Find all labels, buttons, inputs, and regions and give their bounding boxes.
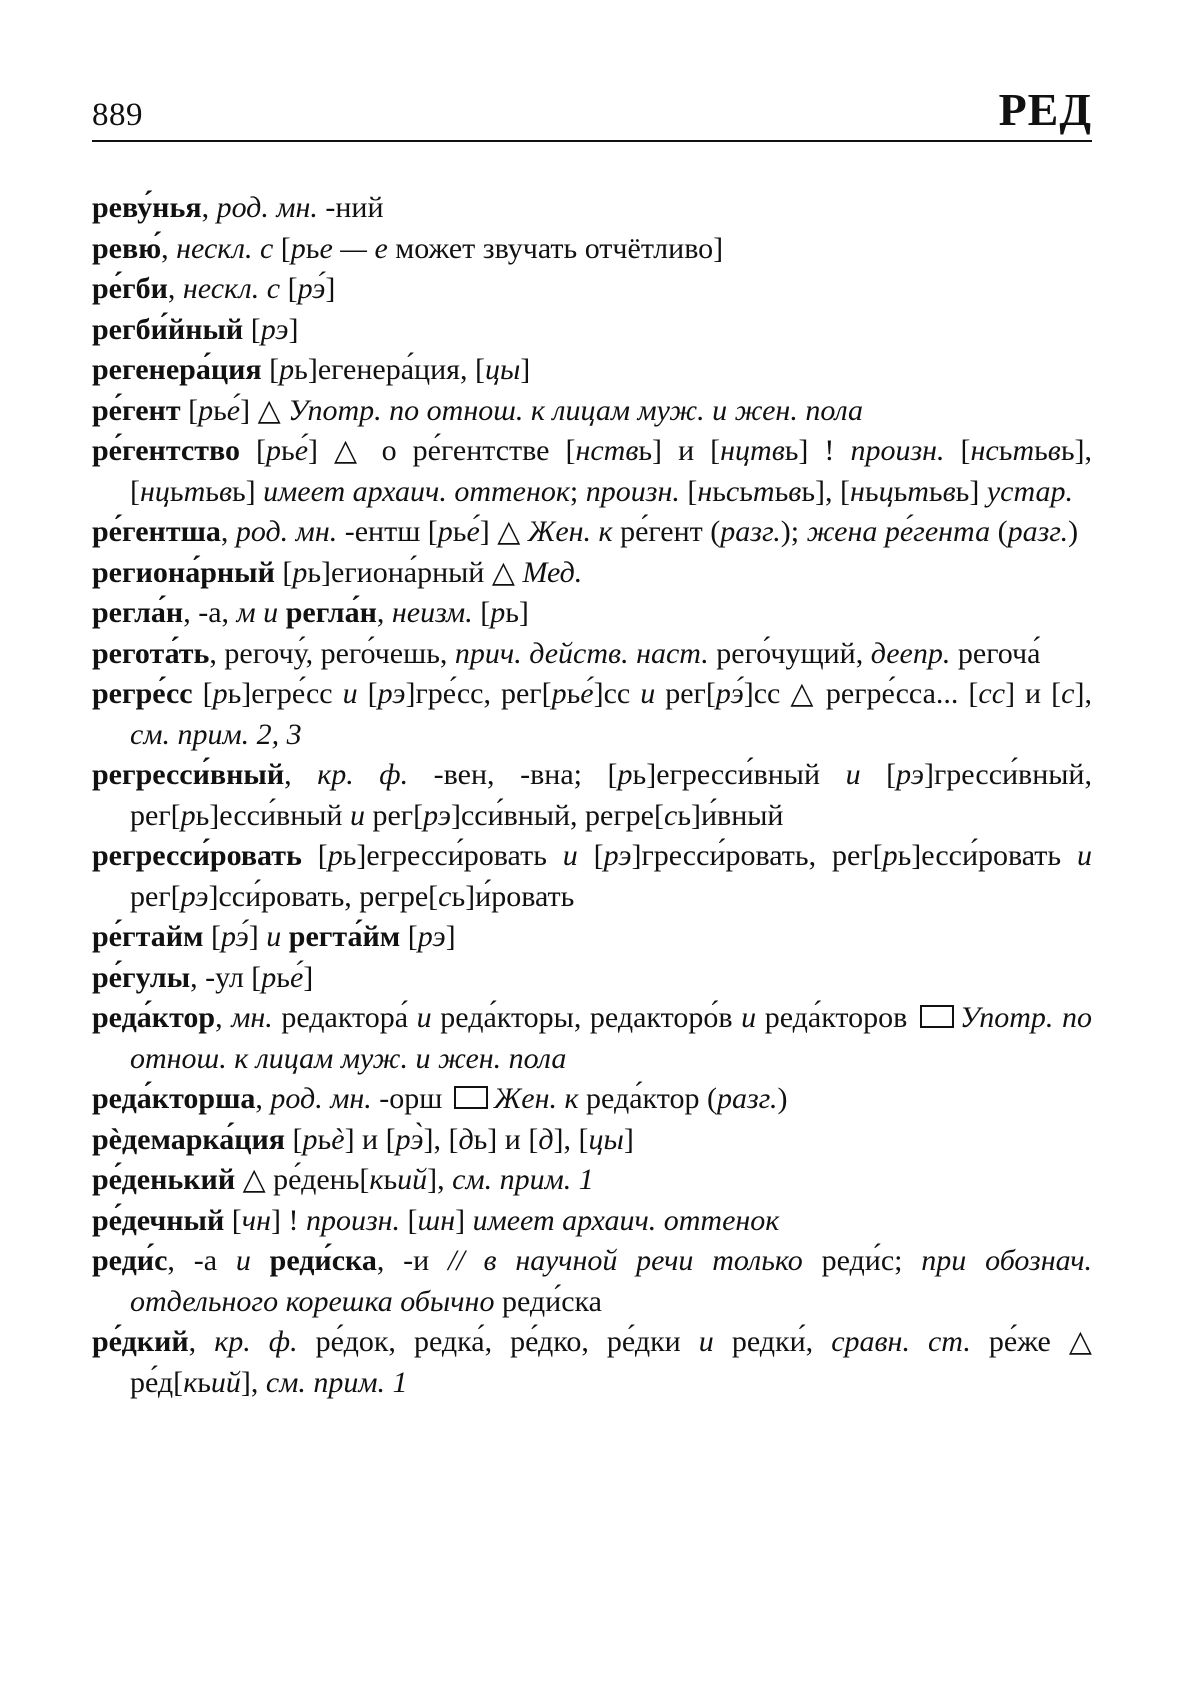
dictionary-entry <box>92 553 1092 594</box>
entry-headword: регби́йный <box>92 312 244 346</box>
entry-italic-text: в <box>1047 434 1061 467</box>
entry-italic-text: неизм. <box>391 596 473 629</box>
entry-text: ь] <box>505 596 529 629</box>
entry-italic-text: н <box>697 474 713 508</box>
dictionary-entry <box>92 836 1092 917</box>
entry-italic-text: р <box>882 839 898 872</box>
entry-italic-text: р <box>617 758 633 791</box>
entry-italic-text: жена ре́гента <box>799 515 991 548</box>
entry-text: -орш <box>371 1082 450 1115</box>
dictionary-entry <box>92 512 1092 553</box>
entry-text: ]сс △ регре́сса... [ <box>743 677 979 710</box>
entry-text: , <box>255 1082 271 1115</box>
entry-italic-text: сс <box>978 677 1006 710</box>
entry-text: [ <box>274 555 293 589</box>
entry-text: [ <box>280 272 298 305</box>
entry-italic-text: р <box>290 231 306 265</box>
entry-italic-text: и <box>235 1244 251 1277</box>
entry-italic-text: // в научной речи только <box>448 1244 803 1277</box>
entry-italic-text: к <box>183 1365 198 1399</box>
entry-italic-text: с <box>1061 677 1075 710</box>
entry-italic-text: Жен. к <box>493 1082 579 1115</box>
entry-text: ] △ о ре́гентстве [ <box>308 434 576 467</box>
entry-italic-text: мн. <box>231 1001 273 1034</box>
entry-text: ]сси́ровать, регре[ <box>208 879 439 913</box>
entry-italic-text: е́ <box>294 434 309 467</box>
entry-text: [ <box>577 839 604 872</box>
entry-text: ь]есси́вный <box>195 798 350 832</box>
entry-italic-text: ѐ <box>331 1122 345 1156</box>
dictionary-entry <box>92 958 1092 999</box>
entry-text: , -а, <box>183 596 237 629</box>
square-symbol-icon <box>920 1005 954 1028</box>
entry-headword: ре́гби <box>92 272 168 305</box>
entry-italic-text: кр. ф. <box>214 1325 298 1358</box>
entry-italic-text: произн. <box>850 434 945 467</box>
entry-italic-text: нцтв <box>720 434 785 467</box>
entry-text: реди́ска <box>494 1284 602 1318</box>
entry-text: , -ул [ <box>190 960 262 994</box>
entry-italic-text: устар. <box>986 474 1073 508</box>
entry-italic-text: в <box>942 474 956 508</box>
entry-italic-text: м и <box>236 596 279 629</box>
entry-italic-text: рэ <box>896 758 925 791</box>
entry-italic-text: деепр. <box>870 636 951 670</box>
entry-italic-text: с <box>725 474 740 508</box>
entry-text: ь <box>893 474 908 508</box>
entry-italic-text: е́ <box>226 393 241 427</box>
entry-italic-text: рэ <box>377 677 406 710</box>
entry-text: ] <box>288 312 299 346</box>
dictionary-entry <box>92 391 1092 432</box>
entry-text: , <box>161 231 177 265</box>
entry-italic-text: т <box>183 474 206 508</box>
entry-italic-text: чн <box>241 1203 271 1237</box>
entry-italic-text: сравн. ст. <box>831 1325 971 1358</box>
entry-italic-text: с <box>664 798 678 832</box>
entry-italic-text: р <box>212 677 228 710</box>
entry-text: ь <box>169 474 184 508</box>
entry-text: ь <box>383 1163 398 1196</box>
entry-text: , <box>167 272 183 305</box>
entry-text: △ ре́день[ <box>235 1163 370 1196</box>
dictionary-entries <box>92 188 1092 1403</box>
entry-text: ь]егресси́вный <box>632 758 846 791</box>
entry-text: ь], [ <box>130 434 1092 508</box>
entry-italic-text: р <box>180 798 196 832</box>
entry-italic-text: кр. ф. <box>317 758 409 791</box>
entry-headword: реда́ктор <box>92 1001 216 1034</box>
entry-italic-text: и <box>416 1001 432 1034</box>
entry-text: ь]и́вный <box>677 798 784 832</box>
entry-text: [ <box>357 677 378 710</box>
dictionary-entry <box>92 1322 1092 1403</box>
entry-text: ], <box>427 1163 453 1196</box>
entry-italic-text: е́ <box>466 515 480 548</box>
entry-text: [ <box>239 434 266 467</box>
entry-italic-text: шн <box>417 1203 456 1237</box>
entry-italic-text: в <box>218 474 232 508</box>
running-head: РЕД <box>998 84 1092 135</box>
entry-text: ) <box>1068 515 1079 548</box>
entry-italic-text: к <box>369 1163 384 1196</box>
entry-text: реда́кторов <box>756 1001 916 1034</box>
entry-headword: ре́гентство <box>92 434 240 467</box>
entry-text: ); <box>780 515 800 548</box>
header-rule <box>92 140 1092 142</box>
entry-text: [ <box>224 1203 242 1237</box>
entry-text: ь <box>566 677 581 710</box>
entry-headword: региона́рный <box>92 555 275 589</box>
square-symbol-icon <box>454 1086 488 1109</box>
entry-text: рег[ <box>364 798 424 832</box>
entry-text: рего́чущий, <box>708 636 871 670</box>
entry-italic-text: р <box>490 596 506 629</box>
dictionary-entry <box>92 1160 1092 1201</box>
entry-italic-text: род. мн. <box>216 191 318 224</box>
entry-text: ] △ <box>240 393 289 427</box>
entry-text: ь <box>712 474 726 508</box>
entry-variant-headword: регла́н <box>278 596 377 629</box>
entry-italic-text: и <box>1076 839 1092 872</box>
entry-headword: регла́н <box>92 596 184 629</box>
entry-italic-text: р <box>261 960 277 994</box>
entry-text: ) <box>777 1082 788 1115</box>
entry-text: ь <box>317 1122 332 1156</box>
entry-italic-text: и <box>741 1001 757 1034</box>
entry-text: ь <box>197 1365 211 1399</box>
entry-italic-text: разг. <box>1007 515 1069 548</box>
entry-text: ь]егенера́ция, [ <box>294 353 485 386</box>
entry-italic-text: р <box>198 393 214 427</box>
entry-italic-text: и <box>698 1325 714 1358</box>
entry-italic-text: е — е <box>319 231 388 265</box>
entry-italic-text: нескл. с <box>176 231 274 265</box>
entry-italic-text: Употр. по отнош. к лицам муж. и жен. пола <box>130 1001 1093 1075</box>
dictionary-entry <box>92 634 1092 675</box>
entry-text: ], <box>1074 677 1092 710</box>
entry-text: ь]есси́ровать <box>897 839 1077 872</box>
entry-headword: ре́дечный <box>92 1203 225 1237</box>
entry-italic-text: разг. <box>720 515 781 548</box>
entry-italic-text: е́ <box>289 960 304 994</box>
entry-text: ре́гент ( <box>612 515 721 548</box>
entry-text: [ <box>180 393 199 427</box>
entry-text: [ <box>273 231 291 265</box>
entry-text: ], <box>240 1365 266 1399</box>
entry-headword: ре́дкий <box>92 1325 189 1358</box>
entry-text: ре́же △ ре́д[ <box>130 1325 1092 1399</box>
entry-headword: ревю́ <box>92 231 162 265</box>
entry-text: , -и <box>376 1244 449 1277</box>
entry-italic-text: р <box>279 353 295 386</box>
entry-text: , <box>220 515 236 548</box>
entry-text: , <box>284 758 318 791</box>
entry-text: рег[ <box>655 677 716 710</box>
entry-text: ] <box>325 272 336 305</box>
dictionary-entry <box>92 593 1092 634</box>
entry-text: ь <box>774 474 789 508</box>
entry-italic-text: и <box>640 677 656 710</box>
entry-text: реди́с; <box>802 1244 922 1277</box>
entry-text: ь <box>1034 434 1048 467</box>
entry-italic-text: см. прим. 2, 3 <box>130 717 302 751</box>
entry-italic-text: рэ <box>603 839 632 872</box>
entry-italic-text: в <box>788 474 802 508</box>
entry-italic-text: рэ <box>423 798 451 832</box>
entry-italic-text: и <box>845 758 861 791</box>
entry-text: ь], [ <box>801 474 850 508</box>
entry-italic-text: рэ́ <box>220 920 249 953</box>
entry-italic-text: нескл. с <box>182 272 281 305</box>
entry-text: ь <box>998 434 1013 467</box>
entry-text: ] △ <box>479 515 528 548</box>
dictionary-entry <box>92 1120 1092 1161</box>
entry-italic-text: ий <box>397 1163 428 1196</box>
entry-text: ]сси́вный, регре[ <box>450 798 664 832</box>
entry-italic-text: т <box>907 474 929 508</box>
dictionary-entry <box>92 431 1092 512</box>
entry-italic-text: рэ <box>260 312 289 346</box>
entry-headword: ре́денький <box>92 1163 236 1196</box>
entry-text: ] <box>520 353 531 386</box>
entry-text: ь <box>864 474 879 508</box>
entry-italic-text: цы <box>588 1122 624 1156</box>
entry-text: ре́док, редка́, ре́дко, ре́дки <box>297 1325 699 1358</box>
entry-italic-text: р <box>292 555 308 589</box>
dictionary-entry <box>92 310 1092 351</box>
entry-italic-text: р <box>437 515 453 548</box>
entry-italic-text: рэ́ <box>715 677 744 710</box>
entry-italic-text: е́ <box>580 677 594 710</box>
entry-headword: регресси́вный <box>92 758 285 791</box>
entry-italic-text: р <box>302 1122 318 1156</box>
entry-italic-text: т <box>752 474 775 508</box>
entry-text: ( <box>990 515 1008 548</box>
entry-italic-text: Мед. <box>522 555 583 589</box>
entry-italic-text: Употр. по отнош. к лицам муж. и жен. пола <box>288 393 864 427</box>
entry-text: [ <box>472 596 491 629</box>
entry-text: ]гресси́ровать, рег[ <box>631 839 883 872</box>
entry-text: ь <box>739 474 753 508</box>
entry-text: , регочу́, рего́чешь, <box>209 636 455 670</box>
entry-text: ь <box>213 393 227 427</box>
entry-text: ь]егре́сс <box>227 677 343 710</box>
entry-italic-text: р <box>551 677 567 710</box>
entry-text: ь <box>281 434 295 467</box>
entry-text: ] <box>455 1203 473 1237</box>
entry-italic-text: имеет архаич. оттенок <box>263 474 570 508</box>
entry-variant-headword: регта́йм <box>281 920 401 953</box>
entry-italic-text: н <box>849 474 865 508</box>
entry-italic-text: р <box>266 434 281 467</box>
dictionary-entry <box>92 755 1092 836</box>
entry-text: [ <box>261 353 280 386</box>
entry-text: [ <box>285 1122 303 1156</box>
entry-text: ь] <box>231 474 264 508</box>
dictionary-entry <box>92 1079 1092 1120</box>
dictionary-entry <box>92 674 1092 755</box>
entry-text: ]гресси́вный, рег[ <box>130 758 1092 832</box>
entry-italic-text: и <box>349 798 365 832</box>
entry-text: [ <box>301 839 328 872</box>
entry-italic-text: т <box>1012 434 1035 467</box>
dictionary-entry <box>92 350 1092 391</box>
entry-italic-text: ц <box>878 474 894 508</box>
entry-italic-text: произн. <box>305 1203 401 1237</box>
entry-italic-text: и <box>342 677 358 710</box>
entry-text: , <box>215 1001 232 1034</box>
entry-italic-text: произн. <box>585 474 680 508</box>
dictionary-entry <box>92 998 1092 1079</box>
entry-text: ь]и́ровать <box>451 879 575 913</box>
entry-italic-text: нс <box>970 434 999 467</box>
dictionary-entry <box>92 917 1092 958</box>
entry-italic-text: ий <box>210 1365 241 1399</box>
entry-italic-text: см. прим. 1 <box>452 1163 594 1196</box>
entry-text: редактора́ <box>272 1001 417 1034</box>
entry-text: -ентш [ <box>337 515 438 548</box>
entry-text: ] <box>303 960 314 994</box>
entry-italic-text: прич. действ. наст. <box>454 636 709 670</box>
entry-text: [ <box>400 1203 418 1237</box>
entry-variant-headword: реди́ска <box>250 1244 377 1277</box>
entry-italic-text: рэ̀ <box>395 1122 424 1156</box>
entry-italic-text: разг. <box>716 1082 778 1115</box>
entry-headword: ре́гент <box>92 393 181 427</box>
entry-headword: регре́сс <box>92 677 193 710</box>
entry-italic-text: д <box>458 1122 474 1156</box>
entry-text: ]гре́сс, рег[ <box>405 677 552 710</box>
entry-italic-text: и <box>562 839 578 872</box>
entry-text: [ <box>860 758 897 791</box>
entry-italic-text: род. мн. <box>235 515 338 548</box>
entry-headword: регенера́ция <box>92 353 262 386</box>
entry-text: ь <box>928 474 943 508</box>
entry-italic-text: р <box>327 839 343 872</box>
entry-text: ь <box>452 515 467 548</box>
entry-text: ] и [ <box>344 1122 396 1156</box>
entry-headword: регресси́ровать <box>92 839 302 872</box>
entry-text: , -а <box>167 1244 236 1277</box>
entry-headword: ре́гентша <box>92 515 221 548</box>
entry-text: реда́кторы, редакторо́в <box>431 1001 742 1034</box>
entry-italic-text: нств <box>575 434 639 467</box>
entry-text: ь]егресси́ровать <box>342 839 563 872</box>
entry-headword: реда́кторша <box>92 1082 256 1115</box>
entry-text: , <box>376 596 392 629</box>
entry-text: ] <box>623 1122 634 1156</box>
entry-text: может звучать отчётливо] <box>387 231 724 265</box>
entry-text: [ <box>243 312 261 346</box>
entry-text: ; <box>569 474 586 508</box>
entry-text: [ <box>679 474 698 508</box>
entry-text: ], [ <box>553 1122 589 1156</box>
entry-italic-text: с <box>438 879 452 913</box>
entry-text: , <box>188 1325 215 1358</box>
entry-text: [ <box>192 677 213 710</box>
entry-text: регоча́ <box>950 636 1041 670</box>
entry-text: ь <box>305 231 320 265</box>
entry-italic-text: нц <box>140 474 170 508</box>
entry-text: ь] <box>955 474 987 508</box>
entry-headword: рѐдемарка́ция <box>92 1122 286 1156</box>
entry-italic-text: род. мн. <box>270 1082 372 1115</box>
entry-text: -ний <box>317 191 384 224</box>
entry-text: [ <box>944 434 971 467</box>
entry-text: ь] и [ <box>638 434 721 467</box>
entry-text: ь] и [ <box>473 1122 539 1156</box>
page-number: 889 <box>92 97 143 133</box>
entry-italic-text: и <box>266 920 282 953</box>
entry-italic-text: д <box>538 1122 554 1156</box>
entry-text: , <box>201 191 217 224</box>
entry-text: ]сс <box>593 677 641 710</box>
entry-headword: реву́нья <box>92 191 202 224</box>
entry-text: ], [ <box>423 1122 459 1156</box>
dictionary-entry <box>92 269 1092 310</box>
entry-italic-text: рэ <box>180 879 209 913</box>
entry-headword: реди́с <box>92 1244 168 1277</box>
page-header <box>92 82 1092 138</box>
dictionary-entry <box>92 1241 1092 1322</box>
dictionary-entry <box>92 188 1092 229</box>
entry-headword: ре́гтайм <box>92 920 204 953</box>
entry-text: ] <box>248 920 267 953</box>
entry-italic-text: рэ́ <box>297 272 326 305</box>
entry-italic-text: рэ <box>417 920 446 953</box>
entry-headword: ре́гулы <box>92 960 191 994</box>
entry-italic-text: Жен. к <box>527 515 613 548</box>
entry-text: ь] ! <box>784 434 851 467</box>
entry-text: рег[ <box>130 879 181 913</box>
dictionary-entry <box>92 1201 1092 1242</box>
entry-text: редки́, <box>713 1325 832 1358</box>
entry-text: ь <box>276 960 290 994</box>
entry-italic-text: при обознач. отдельного корешка обычно <box>130 1244 1093 1318</box>
entry-text: ] и [ <box>1005 677 1062 710</box>
entry-text: ] <box>445 920 456 953</box>
entry-italic-text: см. прим. 1 <box>265 1365 408 1399</box>
entry-headword: регота́ть <box>92 636 210 670</box>
entry-italic-text: цы <box>484 353 521 386</box>
entry-text: ь <box>205 474 219 508</box>
entry-text: реда́ктор ( <box>578 1082 717 1115</box>
entry-text: ь]егиона́рный △ <box>307 555 523 589</box>
entry-italic-text: имеет архаич. оттенок <box>472 1203 780 1237</box>
entry-text: [ <box>203 920 221 953</box>
dictionary-entry <box>92 229 1092 270</box>
entry-text: ] ! <box>270 1203 306 1237</box>
entry-text: [ <box>400 920 418 953</box>
entry-text: -вен, -вна; [ <box>408 758 618 791</box>
